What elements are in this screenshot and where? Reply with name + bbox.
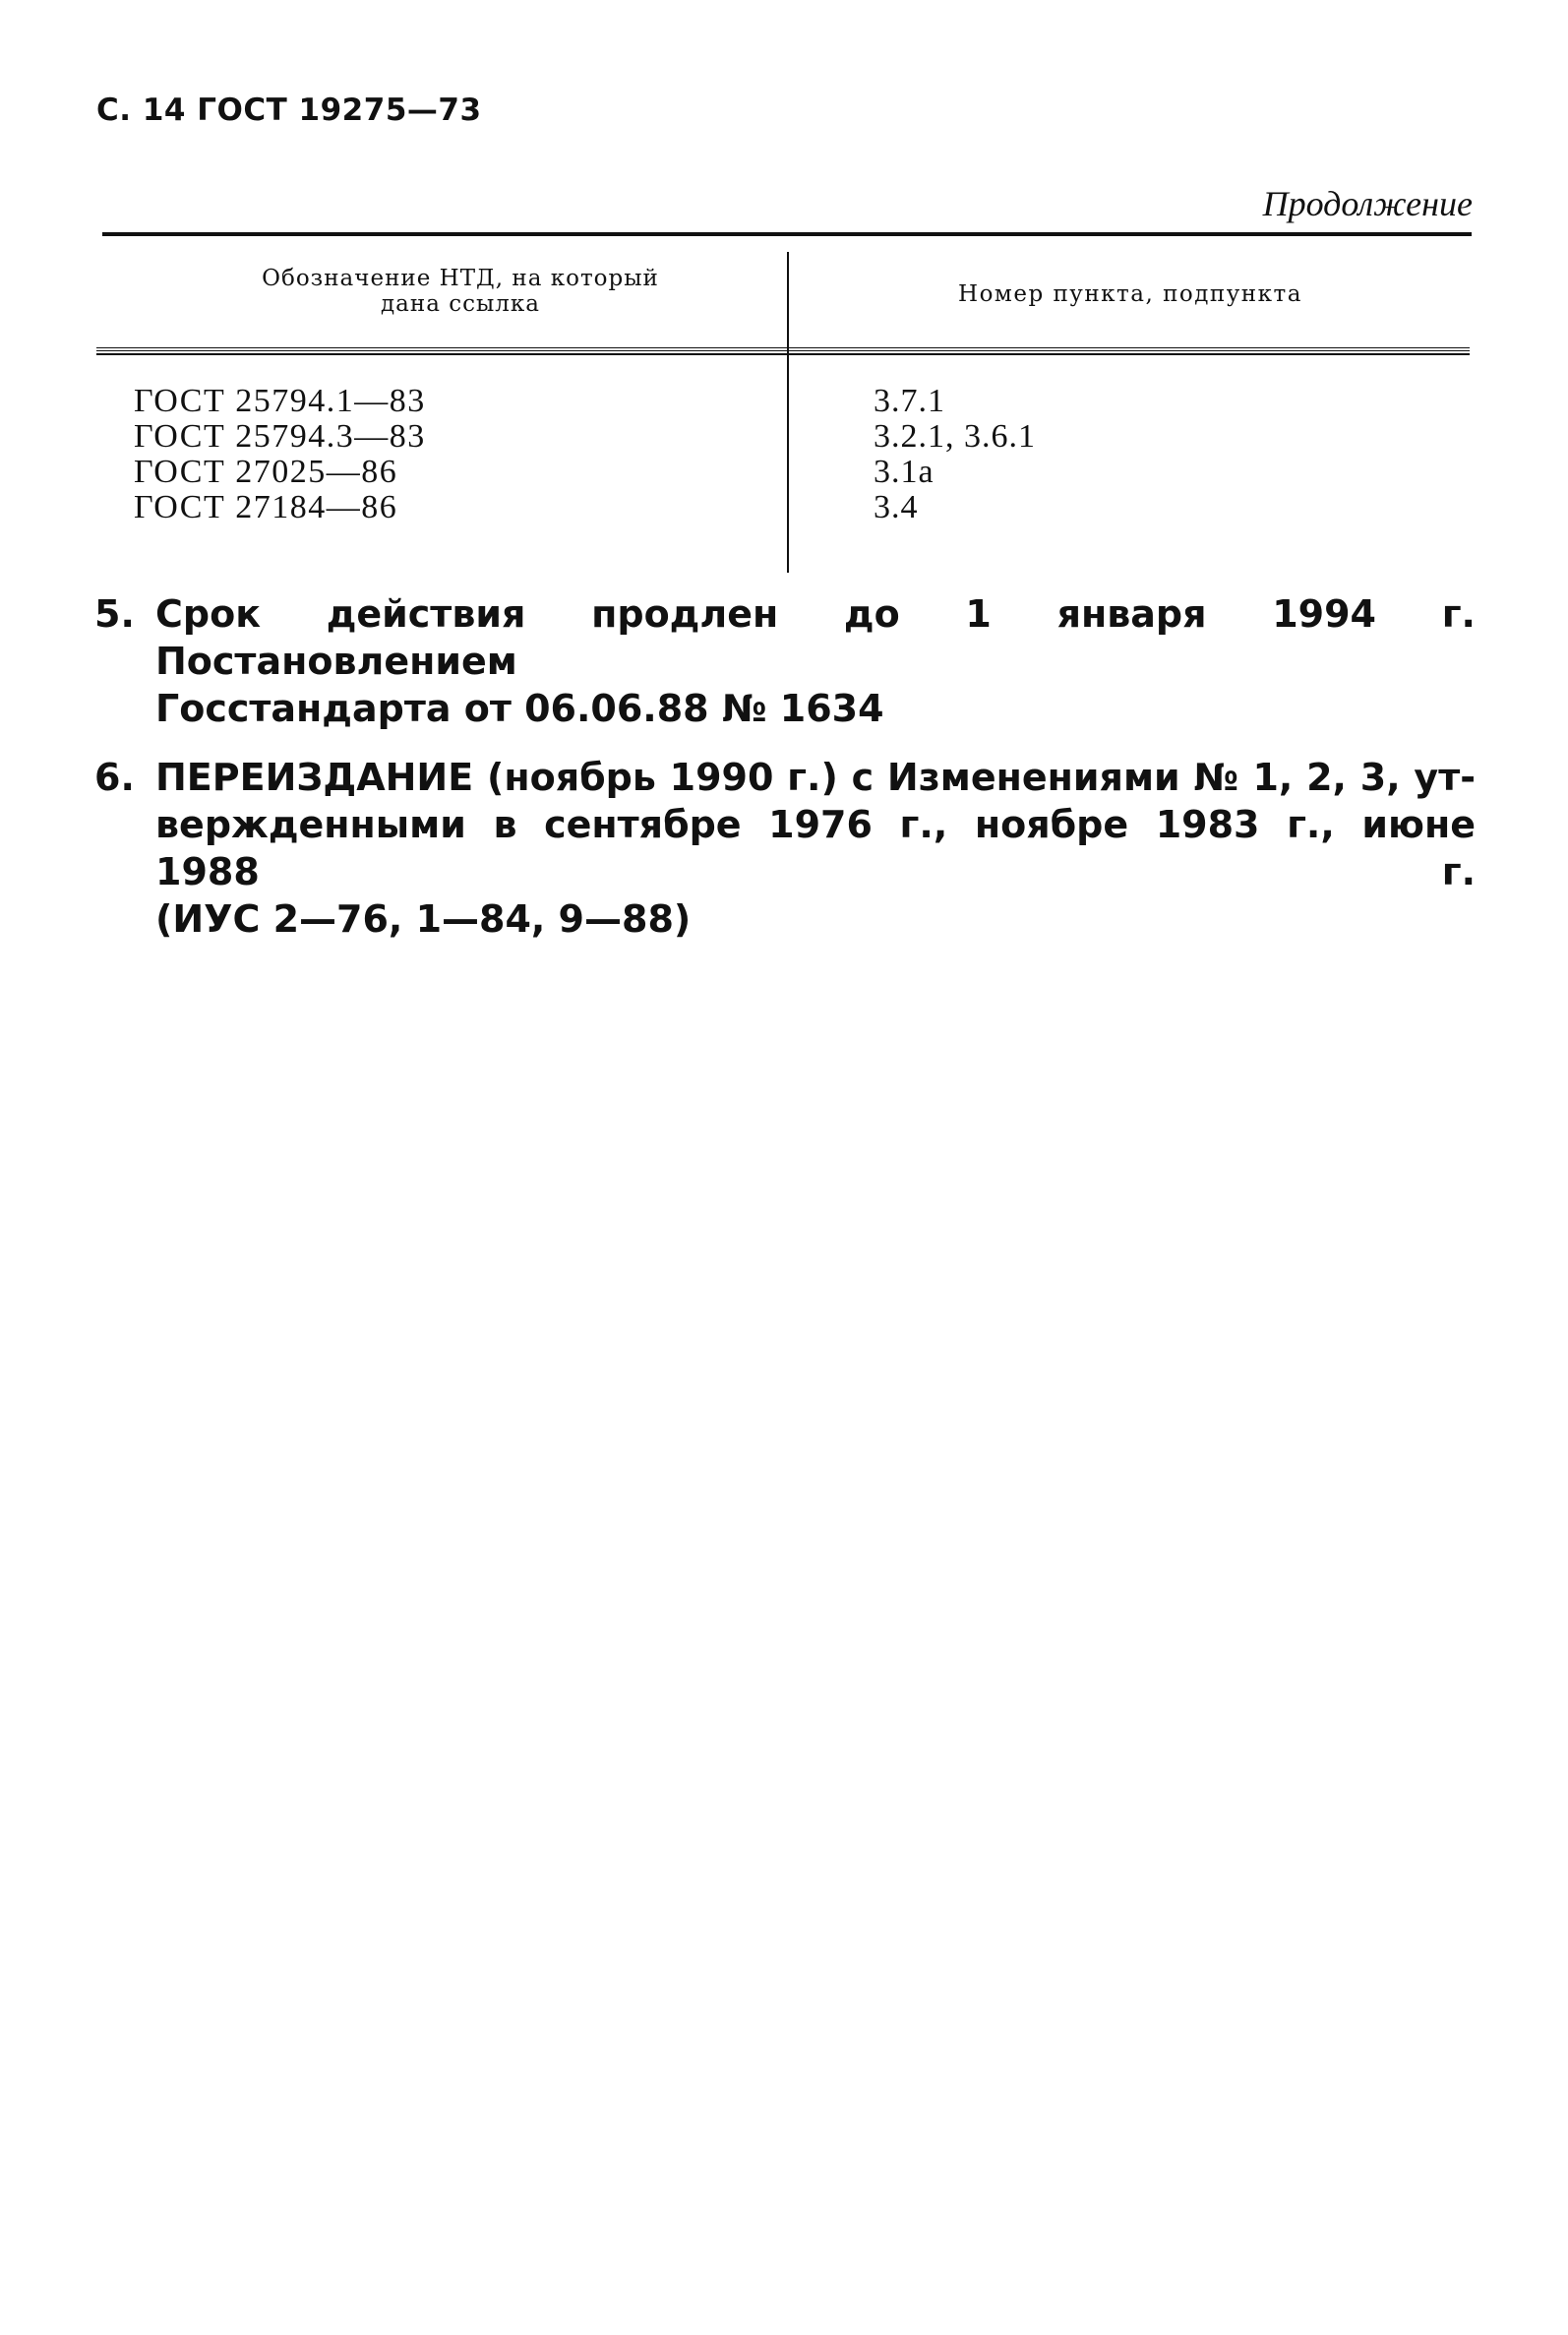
column-header-document-line: Обозначение НТД, на который: [262, 266, 659, 291]
cell-item: 3.4: [874, 489, 919, 525]
note-item: [94, 590, 1476, 732]
table-body: [102, 384, 1472, 525]
cell-item: 3.1а: [874, 454, 935, 490]
table-row: [102, 455, 1472, 490]
cell-item: 3.2.1, 3.6.1: [874, 418, 1036, 455]
table-top-rule: [102, 232, 1472, 236]
cell-document: ГОСТ 25794.3—83: [134, 418, 426, 455]
table-header-rule: [96, 347, 1470, 355]
note-line: (ИУС 2—76, 1—84, 9—88): [155, 897, 692, 941]
reference-table: [102, 232, 1472, 565]
note-line: Срок действия продлен до 1 января 1994 г. Постановлением: [155, 592, 1476, 683]
table-row: [102, 384, 1472, 419]
cell-document: ГОСТ 25794.1—83: [134, 383, 426, 419]
note-text: [155, 754, 1476, 943]
note-line: вержденными в сентябре 1976 г., ноябре 1983 г., июне 1988 г.: [155, 803, 1476, 893]
column-header-item: Номер пункта, подпункта: [958, 281, 1302, 307]
note-item: [94, 754, 1476, 943]
cell-document: ГОСТ 27025—86: [134, 454, 398, 490]
note-number: 6.: [94, 756, 135, 799]
cell-item: 3.7.1: [874, 383, 945, 419]
note-number: 5.: [94, 592, 135, 636]
table-row: [102, 419, 1472, 455]
column-header-document: [205, 266, 716, 317]
notes-section: [94, 590, 1476, 964]
note-line: Госстандарта от 06.06.88 № 1634: [155, 687, 884, 730]
continuation-label: Продолжение: [1262, 184, 1473, 223]
page-header: С. 14 ГОСТ 19275—73: [96, 92, 482, 128]
column-header-document-line: дана ссылка: [381, 291, 540, 317]
cell-document: ГОСТ 27184—86: [134, 489, 398, 525]
note-text: [155, 590, 1476, 732]
table-row: [102, 490, 1472, 525]
note-line: ПЕРЕИЗДАНИЕ (ноябрь 1990 г.) с Изменениями № 1, 2, 3, ут-: [155, 756, 1476, 799]
